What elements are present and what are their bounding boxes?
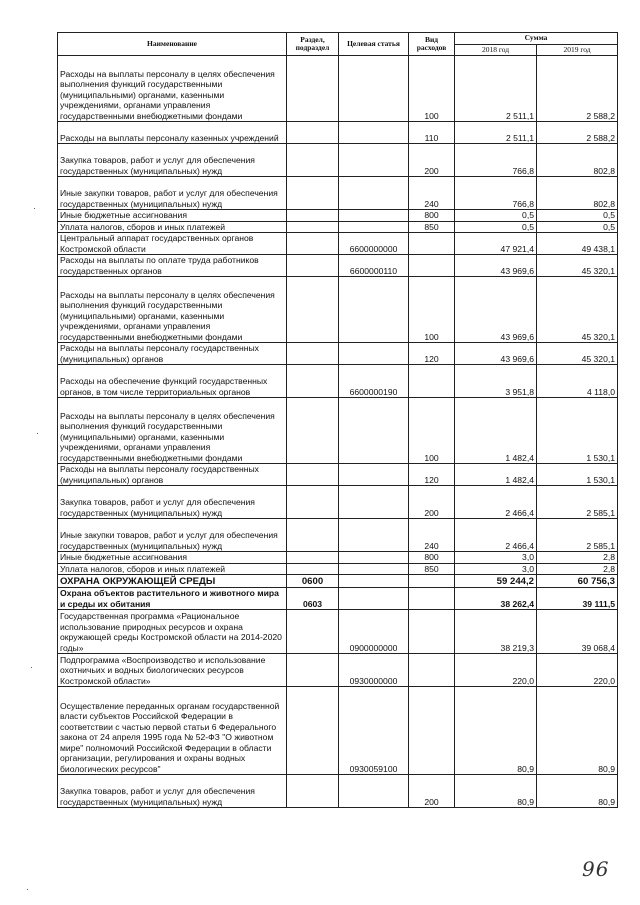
row-target bbox=[339, 398, 409, 464]
row-target bbox=[339, 210, 409, 222]
row-section bbox=[287, 563, 339, 575]
row-target: 6600000110 bbox=[339, 255, 409, 277]
table-row bbox=[58, 255, 618, 277]
row-sum-2018: 47 921,4 bbox=[455, 233, 537, 255]
row-target bbox=[339, 144, 409, 177]
row-target: 0930059100 bbox=[339, 687, 409, 775]
row-type: 240 bbox=[409, 177, 455, 210]
header-year-2019: 2019 год bbox=[537, 44, 618, 56]
row-type: 200 bbox=[409, 775, 455, 808]
row-type bbox=[409, 687, 455, 775]
row-target: 0930000000 bbox=[339, 654, 409, 687]
row-section: 0600 bbox=[287, 575, 339, 588]
row-name: Иные бюджетные ассигнования bbox=[58, 552, 287, 564]
row-sum-2018: 3,0 bbox=[455, 552, 537, 564]
row-target bbox=[339, 56, 409, 122]
table-row bbox=[58, 654, 618, 687]
table-row bbox=[58, 221, 618, 233]
row-name: Осуществление переданных органам государственной власти субъектов Российской Федерации в соответствии с частью первой статьи 6 Федерального закона от 24 апреля 1995 года № 52-ФЗ "О животном мире" полномочий Российской Федерации в области организации, регулирования и охраны водных биологических ресурсов" bbox=[58, 687, 287, 775]
header-sum: Сумма bbox=[455, 33, 618, 45]
table-row bbox=[58, 552, 618, 564]
row-name: Охрана объектов растительного и животного мира и среды их обитания bbox=[58, 588, 287, 610]
row-sum-2019: 2,8 bbox=[537, 552, 618, 564]
table-row bbox=[58, 122, 618, 144]
row-name: ОХРАНА ОКРУЖАЮЩЕЙ СРЕДЫ bbox=[58, 575, 287, 588]
row-name: Расходы на выплаты персоналу государственных (муниципальных) органов bbox=[58, 464, 287, 486]
row-section bbox=[287, 277, 339, 343]
row-name: Расходы на обеспечение функций государственных органов, в том числе территориальных органов bbox=[58, 365, 287, 398]
row-sum-2018: 1 482,4 bbox=[455, 398, 537, 464]
row-sum-2018: 0,5 bbox=[455, 221, 537, 233]
row-target bbox=[339, 519, 409, 552]
row-name: Центральный аппарат государственных органов Костромской области bbox=[58, 233, 287, 255]
row-sum-2018: 38 219,3 bbox=[455, 610, 537, 654]
row-sum-2018: 2 511,1 bbox=[455, 122, 537, 144]
row-target: 6600000000 bbox=[339, 233, 409, 255]
row-sum-2018: 1 482,4 bbox=[455, 464, 537, 486]
row-sum-2018: 766,8 bbox=[455, 144, 537, 177]
row-target bbox=[339, 486, 409, 519]
budget-table bbox=[57, 32, 618, 808]
row-sum-2018: 0,5 bbox=[455, 210, 537, 222]
header-year-2018: 2018 год bbox=[455, 44, 537, 56]
row-sum-2018: 2 466,4 bbox=[455, 486, 537, 519]
row-type bbox=[409, 255, 455, 277]
row-sum-2018: 3,0 bbox=[455, 563, 537, 575]
row-sum-2019: 45 320,1 bbox=[537, 277, 618, 343]
row-type: 120 bbox=[409, 343, 455, 365]
row-section bbox=[287, 144, 339, 177]
row-sum-2019: 80,9 bbox=[537, 687, 618, 775]
table-row bbox=[58, 464, 618, 486]
row-target bbox=[339, 563, 409, 575]
row-type: 200 bbox=[409, 486, 455, 519]
row-name: Расходы на выплаты персоналу казенных учреждений bbox=[58, 122, 287, 144]
row-section bbox=[287, 775, 339, 808]
table-row bbox=[58, 210, 618, 222]
row-sum-2019: 45 320,1 bbox=[537, 255, 618, 277]
row-type: 100 bbox=[409, 398, 455, 464]
row-name: Подпрограмма «Воспроизводство и использование охотничьих и водных биологических ресурсов Костромской области» bbox=[58, 654, 287, 687]
row-name: Иные закупки товаров, работ и услуг для обеспечения государственных (муниципальных) нужд bbox=[58, 519, 287, 552]
row-target: 0900000000 bbox=[339, 610, 409, 654]
row-sum-2019: 80,9 bbox=[537, 775, 618, 808]
table-row bbox=[58, 365, 618, 398]
table-row bbox=[58, 687, 618, 775]
row-sum-2018: 80,9 bbox=[455, 775, 537, 808]
table-row bbox=[58, 56, 618, 122]
row-type: 240 bbox=[409, 519, 455, 552]
row-sum-2019: 0,5 bbox=[537, 210, 618, 222]
row-sum-2019: 2 585,1 bbox=[537, 519, 618, 552]
table-row bbox=[58, 144, 618, 177]
table-row bbox=[58, 277, 618, 343]
row-sum-2019: 45 320,1 bbox=[537, 343, 618, 365]
row-type bbox=[409, 588, 455, 610]
row-sum-2019: 2 585,1 bbox=[537, 486, 618, 519]
row-sum-2019: 2 588,2 bbox=[537, 122, 618, 144]
row-type: 110 bbox=[409, 122, 455, 144]
row-target bbox=[339, 177, 409, 210]
row-type: 850 bbox=[409, 563, 455, 575]
row-name: Иные бюджетные ассигнования bbox=[58, 210, 287, 222]
header-section: Раздел, подраздел bbox=[287, 33, 339, 56]
row-type bbox=[409, 233, 455, 255]
row-sum-2018: 220,0 bbox=[455, 654, 537, 687]
row-name: Расходы на выплаты персоналу в целях обеспечения выполнения функций государственными (муниципальными) органами, казенными учреждениями, органами управления государственными внебюджетными фондами bbox=[58, 398, 287, 464]
row-sum-2018: 2 466,4 bbox=[455, 519, 537, 552]
row-target bbox=[339, 464, 409, 486]
row-type: 100 bbox=[409, 56, 455, 122]
page-number: 96 bbox=[582, 857, 610, 881]
row-section bbox=[287, 221, 339, 233]
row-type bbox=[409, 575, 455, 588]
row-sum-2018: 59 244,2 bbox=[455, 575, 537, 588]
row-name: Закупка товаров, работ и услуг для обеспечения государственных (муниципальных) нужд bbox=[58, 144, 287, 177]
row-target bbox=[339, 588, 409, 610]
table-row bbox=[58, 233, 618, 255]
row-sum-2018: 80,9 bbox=[455, 687, 537, 775]
row-target bbox=[339, 122, 409, 144]
row-sum-2019: 39 111,5 bbox=[537, 588, 618, 610]
row-sum-2019: 0,5 bbox=[537, 221, 618, 233]
row-sum-2018: 38 262,4 bbox=[455, 588, 537, 610]
margin-mark: · bbox=[30, 662, 33, 672]
row-target bbox=[339, 575, 409, 588]
row-name: Уплата налогов, сборов и иных платежей bbox=[58, 221, 287, 233]
row-sum-2019: 60 756,3 bbox=[537, 575, 618, 588]
row-sum-2019: 220,0 bbox=[537, 654, 618, 687]
row-section bbox=[287, 398, 339, 464]
row-name: Закупка товаров, работ и услуг для обеспечения государственных (муниципальных) нужд bbox=[58, 775, 287, 808]
table-row bbox=[58, 343, 618, 365]
row-name: Уплата налогов, сборов и иных платежей bbox=[58, 563, 287, 575]
row-name: Государственная программа «Рациональное использование природных ресурсов и охрана окружающей среды Костромской области на 2014-2020 годы» bbox=[58, 610, 287, 654]
row-sum-2018: 2 511,1 bbox=[455, 56, 537, 122]
row-sum-2018: 43 969,6 bbox=[455, 343, 537, 365]
table-row bbox=[58, 775, 618, 808]
row-target bbox=[339, 552, 409, 564]
row-section bbox=[287, 343, 339, 365]
table-row bbox=[58, 486, 618, 519]
row-type: 800 bbox=[409, 210, 455, 222]
row-sum-2019: 802,8 bbox=[537, 177, 618, 210]
row-section bbox=[287, 464, 339, 486]
table-row bbox=[58, 575, 618, 588]
row-type: 800 bbox=[409, 552, 455, 564]
row-section bbox=[287, 122, 339, 144]
row-section bbox=[287, 610, 339, 654]
row-sum-2018: 3 951,8 bbox=[455, 365, 537, 398]
row-sum-2019: 4 118,0 bbox=[537, 365, 618, 398]
row-sum-2019: 39 068,4 bbox=[537, 610, 618, 654]
row-sum-2019: 2,8 bbox=[537, 563, 618, 575]
table-row bbox=[58, 177, 618, 210]
row-type: 120 bbox=[409, 464, 455, 486]
row-section bbox=[287, 365, 339, 398]
row-sum-2018: 43 969,6 bbox=[455, 277, 537, 343]
table-row bbox=[58, 563, 618, 575]
row-sum-2019: 1 530,1 bbox=[537, 464, 618, 486]
row-section bbox=[287, 654, 339, 687]
margin-mark: · bbox=[26, 884, 29, 894]
row-type bbox=[409, 365, 455, 398]
row-target bbox=[339, 775, 409, 808]
row-name: Иные закупки товаров, работ и услуг для обеспечения государственных (муниципальных) нужд bbox=[58, 177, 287, 210]
row-sum-2018: 43 969,6 bbox=[455, 255, 537, 277]
row-section bbox=[287, 552, 339, 564]
row-name: Расходы на выплаты персоналу в целях обеспечения выполнения функций государственными (муниципальными) органами, казенными учреждениями, органами управления государственными внебюджетными фондами bbox=[58, 56, 287, 122]
row-section bbox=[287, 56, 339, 122]
row-section bbox=[287, 687, 339, 775]
row-section bbox=[287, 486, 339, 519]
row-target bbox=[339, 277, 409, 343]
row-type: 100 bbox=[409, 277, 455, 343]
margin-mark: · bbox=[33, 203, 36, 213]
table-body bbox=[58, 56, 618, 808]
row-section bbox=[287, 210, 339, 222]
row-sum-2019: 2 588,2 bbox=[537, 56, 618, 122]
row-section: 0603 bbox=[287, 588, 339, 610]
margin-mark: · bbox=[36, 428, 39, 438]
header-target: Целевая статья bbox=[339, 33, 409, 56]
row-type bbox=[409, 654, 455, 687]
header-name: Наименование bbox=[58, 33, 287, 56]
header-row bbox=[58, 33, 618, 45]
row-section bbox=[287, 177, 339, 210]
row-name: Расходы на выплаты персоналу в целях обеспечения выполнения функций государственными (муниципальными) органами, казенными учреждениями, органами управления государственными внебюджетными фондами bbox=[58, 277, 287, 343]
row-name: Расходы на выплаты персоналу государственных (муниципальных) органов bbox=[58, 343, 287, 365]
row-sum-2019: 1 530,1 bbox=[537, 398, 618, 464]
header-type: Вид расходов bbox=[409, 33, 455, 56]
row-sum-2019: 49 438,1 bbox=[537, 233, 618, 255]
row-type: 200 bbox=[409, 144, 455, 177]
row-name: Закупка товаров, работ и услуг для обеспечения государственных (муниципальных) нужд bbox=[58, 486, 287, 519]
row-section bbox=[287, 255, 339, 277]
row-type bbox=[409, 610, 455, 654]
table-row bbox=[58, 588, 618, 610]
row-section bbox=[287, 519, 339, 552]
row-sum-2019: 802,8 bbox=[537, 144, 618, 177]
row-sum-2018: 766,8 bbox=[455, 177, 537, 210]
row-target bbox=[339, 221, 409, 233]
row-type: 850 bbox=[409, 221, 455, 233]
row-target bbox=[339, 343, 409, 365]
table-row bbox=[58, 398, 618, 464]
row-name: Расходы на выплаты по оплате труда работников государственных органов bbox=[58, 255, 287, 277]
table-row bbox=[58, 610, 618, 654]
row-section bbox=[287, 233, 339, 255]
table-row bbox=[58, 519, 618, 552]
row-target: 6600000190 bbox=[339, 365, 409, 398]
